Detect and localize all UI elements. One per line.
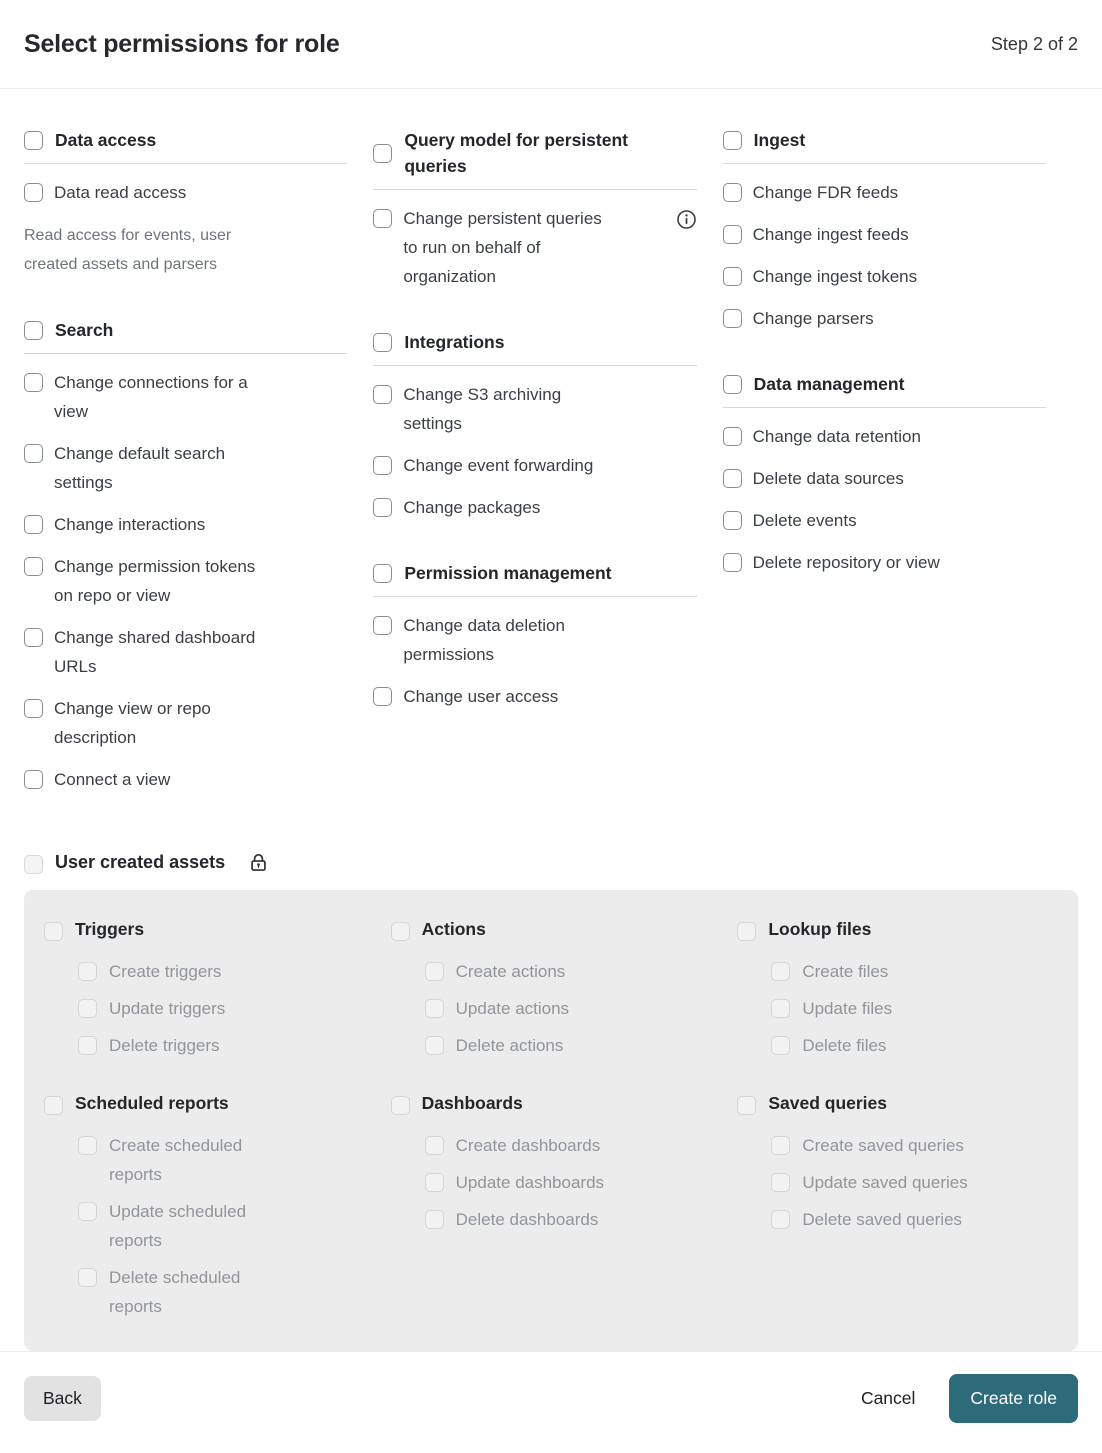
checkbox-saved-queries bbox=[737, 1096, 756, 1115]
permission-item bbox=[723, 178, 1046, 207]
asset-permission-item bbox=[78, 994, 365, 1023]
permission-label: Change user access bbox=[403, 687, 559, 706]
permission-label: Change S3 archiving settings bbox=[403, 385, 562, 433]
asset-permission-label: Delete files bbox=[802, 1036, 887, 1055]
footer-actions bbox=[859, 1374, 1078, 1423]
asset-permission-label: Delete triggers bbox=[109, 1036, 220, 1055]
asset-group-scheduled-reports bbox=[44, 1090, 365, 1321]
asset-group-title: Scheduled reports bbox=[75, 1093, 229, 1113]
asset-permission-label: Update files bbox=[802, 999, 893, 1018]
cancel-button[interactable]: Cancel bbox=[859, 1382, 917, 1415]
permission-item bbox=[723, 304, 1046, 333]
permission-label: Data read access bbox=[54, 183, 187, 202]
section-divider bbox=[723, 163, 1046, 164]
asset-group-title: Triggers bbox=[75, 919, 145, 939]
checkbox-change-interactions[interactable] bbox=[24, 515, 43, 534]
asset-permission-item bbox=[425, 1131, 712, 1160]
checkbox-delete-scheduled-reports bbox=[78, 1268, 97, 1287]
permission-label: Connect a view bbox=[54, 770, 171, 789]
step-indicator: Step 2 of 2 bbox=[990, 33, 1078, 54]
checkbox-change-data-deletion-permissions[interactable] bbox=[373, 616, 392, 635]
permission-label: Change persistent queries to run on behalf of organization bbox=[403, 209, 602, 286]
asset-group-title: Saved queries bbox=[768, 1093, 887, 1113]
checkbox-delete-data-sources[interactable] bbox=[723, 469, 742, 488]
checkbox-change-fdr-feeds[interactable] bbox=[723, 183, 742, 202]
asset-permission-item bbox=[78, 1263, 365, 1321]
asset-permission-label: Update dashboards bbox=[455, 1173, 605, 1192]
section-divider bbox=[373, 596, 696, 597]
section-divider bbox=[24, 163, 347, 164]
checkbox-data-access[interactable] bbox=[24, 131, 43, 150]
checkbox-user-created-assets bbox=[24, 855, 43, 874]
checkbox-create-actions bbox=[425, 962, 444, 981]
permission-item bbox=[24, 510, 347, 539]
section-items bbox=[24, 178, 347, 279]
checkbox-dashboards bbox=[391, 1096, 410, 1115]
permission-label: Change default search settings bbox=[54, 444, 226, 492]
asset-permission-item bbox=[425, 1168, 712, 1197]
checkbox-change-ingest-feeds[interactable] bbox=[723, 225, 742, 244]
back-button[interactable]: Back bbox=[24, 1376, 101, 1421]
section-header bbox=[373, 329, 696, 355]
checkbox-create-files bbox=[771, 962, 790, 981]
permission-label: Change shared dashboard URLs bbox=[54, 628, 256, 676]
permission-label: Change view or repo description bbox=[54, 699, 211, 747]
permission-item bbox=[24, 765, 347, 794]
section-header bbox=[373, 127, 696, 179]
checkbox-lookup-files bbox=[737, 922, 756, 941]
checkbox-change-permission-tokens-on-repo-or-view[interactable] bbox=[24, 557, 43, 576]
permission-item bbox=[373, 380, 696, 438]
dialog-header bbox=[0, 0, 1102, 89]
permission-item bbox=[373, 493, 696, 522]
asset-group-saved-queries bbox=[737, 1090, 1058, 1234]
section-header bbox=[24, 317, 347, 343]
permission-item bbox=[723, 422, 1046, 451]
asset-group-items bbox=[425, 1131, 712, 1234]
asset-group-header bbox=[44, 1090, 365, 1116]
checkbox-delete-dashboards bbox=[425, 1210, 444, 1229]
permission-label: Change interactions bbox=[54, 515, 206, 534]
checkbox-connect-a-view[interactable] bbox=[24, 770, 43, 789]
lock-icon bbox=[248, 852, 269, 873]
user-created-assets-panel bbox=[24, 890, 1078, 1351]
asset-permission-item bbox=[771, 1131, 1058, 1160]
asset-group-title: Actions bbox=[421, 919, 486, 939]
permissions-column-1 bbox=[24, 127, 347, 832]
checkbox-query-model-for-persistent-queries[interactable] bbox=[373, 144, 392, 163]
permission-item bbox=[24, 368, 347, 426]
permission-label: Delete events bbox=[752, 511, 857, 530]
checkbox-data-management[interactable] bbox=[723, 375, 742, 394]
asset-permission-item bbox=[771, 1205, 1058, 1234]
permission-label: Change parsers bbox=[752, 309, 874, 328]
checkbox-permission-management[interactable] bbox=[373, 564, 392, 583]
permission-item bbox=[373, 451, 696, 480]
section-title: Query model for persistent queries bbox=[404, 130, 628, 176]
permission-label: Change permission tokens on repo or view bbox=[54, 557, 256, 605]
asset-permission-label: Update saved queries bbox=[802, 1173, 968, 1192]
section-title: Integrations bbox=[404, 332, 505, 352]
asset-permission-item bbox=[425, 994, 712, 1023]
checkbox-change-event-forwarding[interactable] bbox=[373, 456, 392, 475]
permission-label: Change data deletion permissions bbox=[403, 616, 565, 664]
checkbox-create-triggers bbox=[78, 962, 97, 981]
asset-permission-label: Delete scheduled reports bbox=[109, 1268, 241, 1316]
checkbox-triggers bbox=[44, 922, 63, 941]
asset-permission-item bbox=[425, 957, 712, 986]
checkbox-update-dashboards bbox=[425, 1173, 444, 1192]
section-header bbox=[24, 127, 347, 153]
asset-permission-item bbox=[771, 994, 1058, 1023]
permission-item bbox=[723, 262, 1046, 291]
asset-group-items bbox=[78, 1131, 365, 1321]
checkbox-search[interactable] bbox=[24, 321, 43, 340]
checkbox-data-read-access[interactable] bbox=[24, 183, 43, 202]
checkbox-change-data-retention[interactable] bbox=[723, 427, 742, 446]
section-header bbox=[373, 560, 696, 586]
permission-label: Change event forwarding bbox=[403, 456, 594, 475]
permission-item bbox=[723, 464, 1046, 493]
permission-label: Change data retention bbox=[752, 427, 921, 446]
checkbox-integrations[interactable] bbox=[373, 333, 392, 352]
permission-label: Delete repository or view bbox=[752, 553, 940, 572]
asset-group-header bbox=[737, 1090, 1058, 1116]
permission-section-data-management bbox=[723, 371, 1046, 577]
checkbox-change-s3-archiving-settings[interactable] bbox=[373, 385, 392, 404]
user-created-assets-header bbox=[24, 850, 1078, 874]
checkbox-change-user-access[interactable] bbox=[373, 687, 392, 706]
user-created-assets-title: User created assets bbox=[55, 851, 226, 872]
section-items bbox=[373, 204, 696, 291]
section-items bbox=[723, 422, 1046, 577]
section-divider bbox=[723, 407, 1046, 408]
asset-group-triggers bbox=[44, 916, 365, 1060]
asset-permission-item bbox=[771, 1168, 1058, 1197]
asset-permission-label: Create dashboards bbox=[455, 1136, 601, 1155]
asset-group-items bbox=[78, 957, 365, 1060]
asset-group-title: Dashboards bbox=[421, 1093, 523, 1113]
permission-section-ingest bbox=[723, 127, 1046, 333]
section-title: Permission management bbox=[404, 563, 612, 583]
checkbox-update-triggers bbox=[78, 999, 97, 1018]
permissions-grid bbox=[24, 127, 1078, 832]
asset-permission-label: Delete saved queries bbox=[802, 1210, 963, 1229]
asset-group-dashboards bbox=[391, 1090, 712, 1234]
section-title: Data access bbox=[55, 130, 157, 150]
asset-permission-item bbox=[78, 1031, 365, 1060]
checkbox-change-view-or-repo-description[interactable] bbox=[24, 699, 43, 718]
permission-item bbox=[24, 439, 347, 497]
checkbox-change-packages[interactable] bbox=[373, 498, 392, 517]
permission-section-data-access bbox=[24, 127, 347, 279]
checkbox-update-files bbox=[771, 999, 790, 1018]
asset-permission-label: Create saved queries bbox=[802, 1136, 964, 1155]
permission-label: Change connections for a view bbox=[54, 373, 248, 421]
section-items bbox=[24, 368, 347, 794]
checkbox-change-persistent-queries-to-run-on-behalf-of-organization[interactable] bbox=[373, 209, 392, 228]
checkbox-change-ingest-tokens[interactable] bbox=[723, 267, 742, 286]
checkbox-create-scheduled-reports bbox=[78, 1136, 97, 1155]
checkbox-create-saved-queries bbox=[771, 1136, 790, 1155]
permissions-content bbox=[0, 89, 1102, 1351]
asset-group-header bbox=[44, 916, 365, 942]
create-role-button[interactable]: Create role bbox=[949, 1374, 1078, 1423]
permission-label: Change ingest tokens bbox=[752, 267, 918, 286]
permission-help-text: Read access for events, user created assets and parsers bbox=[24, 227, 232, 273]
asset-group-items bbox=[771, 1131, 1058, 1234]
checkbox-update-actions bbox=[425, 999, 444, 1018]
permission-item bbox=[24, 552, 347, 610]
checkbox-delete-repository-or-view[interactable] bbox=[723, 553, 742, 572]
checkbox-change-shared-dashboard-urls[interactable] bbox=[24, 628, 43, 647]
info-icon[interactable] bbox=[676, 209, 697, 230]
asset-permission-label: Create actions bbox=[455, 962, 566, 981]
asset-permission-item bbox=[425, 1031, 712, 1060]
section-header bbox=[723, 371, 1046, 397]
section-title: Search bbox=[55, 320, 114, 340]
section-items bbox=[373, 380, 696, 522]
section-divider bbox=[373, 365, 696, 366]
checkbox-create-dashboards bbox=[425, 1136, 444, 1155]
permission-item bbox=[723, 548, 1046, 577]
permission-section-search bbox=[24, 317, 347, 794]
permission-item bbox=[24, 623, 347, 681]
asset-group-lookup-files bbox=[737, 916, 1058, 1060]
permission-label: Change packages bbox=[403, 498, 541, 517]
permission-section-query-model-for-persistent-queries bbox=[373, 127, 696, 291]
asset-permission-label: Delete actions bbox=[455, 1036, 564, 1055]
section-divider bbox=[24, 353, 347, 354]
section-items bbox=[373, 611, 696, 711]
section-title: Data management bbox=[753, 374, 905, 394]
asset-permission-label: Create triggers bbox=[109, 962, 222, 981]
asset-permission-label: Delete dashboards bbox=[455, 1210, 599, 1229]
permission-label: Change FDR feeds bbox=[752, 183, 899, 202]
checkbox-delete-events[interactable] bbox=[723, 511, 742, 530]
section-divider bbox=[373, 189, 696, 190]
checkbox-actions bbox=[391, 922, 410, 941]
checkbox-update-scheduled-reports bbox=[78, 1202, 97, 1221]
asset-permission-item bbox=[78, 1131, 365, 1189]
checkbox-change-connections-for-a-view[interactable] bbox=[24, 373, 43, 392]
asset-group-items bbox=[425, 957, 712, 1060]
permission-section-integrations bbox=[373, 329, 696, 522]
checkbox-ingest[interactable] bbox=[723, 131, 742, 150]
permission-item bbox=[373, 682, 696, 711]
section-header bbox=[723, 127, 1046, 153]
asset-group-header bbox=[391, 916, 712, 942]
permission-item bbox=[24, 694, 347, 752]
checkbox-update-saved-queries bbox=[771, 1173, 790, 1192]
asset-group-header bbox=[737, 916, 1058, 942]
permission-item bbox=[373, 204, 696, 291]
asset-permission-label: Update scheduled reports bbox=[109, 1202, 247, 1250]
permission-label: Delete data sources bbox=[752, 469, 904, 488]
checkbox-delete-saved-queries bbox=[771, 1210, 790, 1229]
asset-permission-item bbox=[771, 957, 1058, 986]
asset-group-title: Lookup files bbox=[768, 919, 872, 939]
permission-item bbox=[373, 611, 696, 669]
section-title: Ingest bbox=[753, 130, 806, 150]
asset-group-items bbox=[771, 957, 1058, 1060]
asset-group-header bbox=[391, 1090, 712, 1116]
asset-permission-label: Update triggers bbox=[109, 999, 226, 1018]
permission-section-permission-management bbox=[373, 560, 696, 711]
permission-item bbox=[723, 220, 1046, 249]
section-items bbox=[723, 178, 1046, 333]
checkbox-delete-triggers bbox=[78, 1036, 97, 1055]
checkbox-scheduled-reports bbox=[44, 1096, 63, 1115]
checkbox-change-default-search-settings[interactable] bbox=[24, 444, 43, 463]
permission-label: Change ingest feeds bbox=[752, 225, 909, 244]
asset-permission-label: Create files bbox=[802, 962, 889, 981]
asset-permission-item bbox=[78, 957, 365, 986]
asset-permission-label: Create scheduled reports bbox=[109, 1136, 243, 1184]
dialog-footer bbox=[0, 1351, 1102, 1453]
permissions-column-3 bbox=[723, 127, 1046, 615]
permissions-column-2 bbox=[373, 127, 696, 749]
asset-permission-label: Update actions bbox=[455, 999, 570, 1018]
permission-item bbox=[24, 178, 347, 207]
asset-permission-item bbox=[78, 1197, 365, 1255]
asset-permission-item bbox=[771, 1031, 1058, 1060]
page-title: Select permissions for role bbox=[24, 29, 340, 58]
checkbox-change-parsers[interactable] bbox=[723, 309, 742, 328]
asset-group-actions bbox=[391, 916, 712, 1060]
permission-item bbox=[723, 506, 1046, 535]
checkbox-delete-actions bbox=[425, 1036, 444, 1055]
checkbox-delete-files bbox=[771, 1036, 790, 1055]
asset-permission-item bbox=[425, 1205, 712, 1234]
